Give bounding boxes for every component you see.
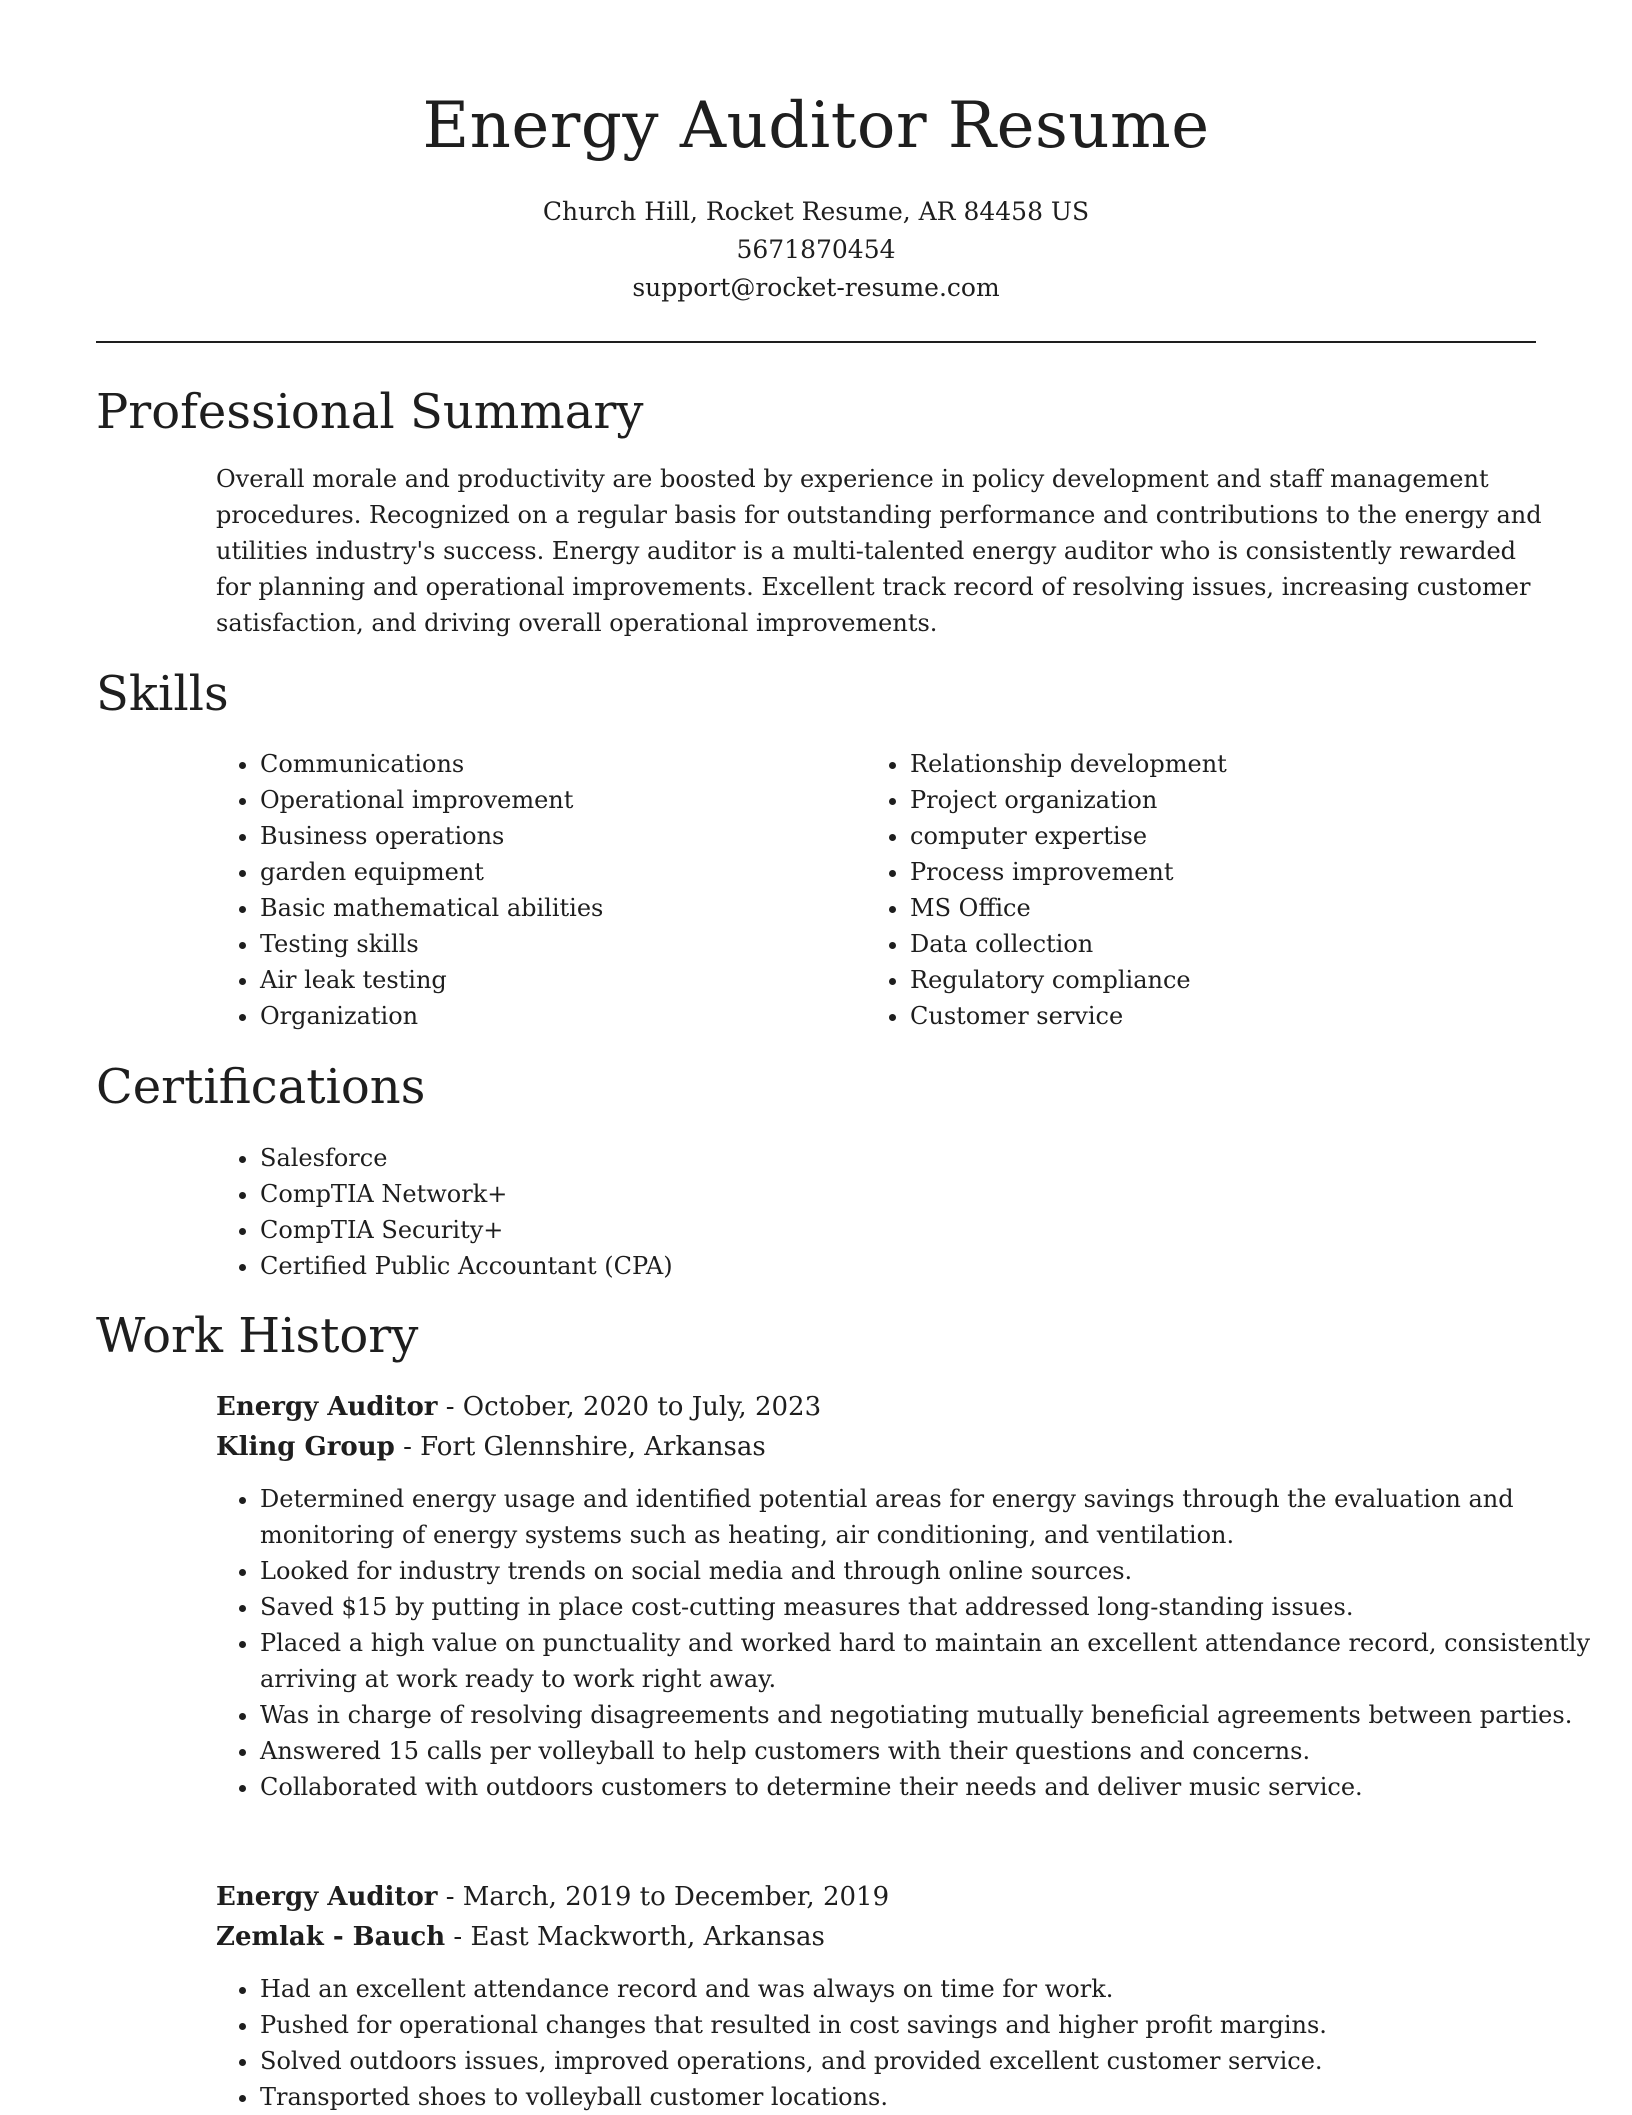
job-bullet: • Answered 15 calls per volleyball to help customers with their questions and concerns. — [260, 1733, 1620, 1769]
skill-item: • computer expertise — [910, 818, 1530, 854]
skill-item: • Process improvement — [910, 854, 1530, 890]
job-bullet: • Saved $15 by putting in place cost-cutting measures that addressed long-standing issues. — [260, 1589, 1620, 1625]
skill-item: • MS Office — [910, 890, 1530, 926]
resume-title: Energy Auditor Resume — [422, 89, 1210, 163]
job-bullet: • Placed a high value on punctuality and worked hard to maintain an excellent attendance record, consistently arriving at work ready to work right away. — [260, 1625, 1620, 1697]
summary-text: Overall morale and productivity are boosted by experience in policy development and staff management procedures. Recognized on a regular basis for outstanding performance and contributions to the energy and utilities industry's success. Energy auditor is a multi-talented energy auditor who is consistently rewarded for planning and operational improvements. Excellent track record of resolving issues, increasing customer satisfaction, and driving overall operational improvements. — [216, 465, 1542, 637]
resume-page — [96, 0, 1591, 2112]
job-bullet: • Solved outdoors issues, improved operations, and provided excellent customer service. — [260, 2043, 1620, 2079]
skill-item: • Operational improvement — [260, 782, 820, 818]
summary-heading: Professional Summary — [96, 384, 644, 440]
job-bullet: • Had an excellent attendance record and was always on time for work. — [260, 1971, 1620, 2007]
job-title: Energy Auditor — [216, 1882, 438, 1912]
skill-item: • Business operations — [260, 818, 820, 854]
job-location: - East Mackworth, Arkansas — [445, 1922, 825, 1952]
contact-block — [96, 193, 1536, 307]
skill-item: • Regulatory compliance — [910, 962, 1530, 998]
job-dates: - March, 2019 to December, 2019 — [437, 1882, 890, 1912]
job-company-line — [216, 1917, 825, 1957]
skill-item: • Project organization — [910, 782, 1530, 818]
skills-list-right — [866, 746, 1530, 1034]
certification-item: • Certified Public Accountant (CPA) — [260, 1248, 1160, 1284]
job-bullet: • Looked for industry trends on social media and through online sources. — [260, 1553, 1620, 1589]
job-location: - Fort Glennshire, Arkansas — [394, 1432, 766, 1462]
certification-item: • Salesforce — [260, 1140, 1160, 1176]
skill-item: • Data collection — [910, 926, 1530, 962]
certifications-list — [216, 1140, 1160, 1284]
skill-item: • Basic mathematical abilities — [260, 890, 820, 926]
job-dates: - October, 2020 to July, 2023 — [437, 1392, 822, 1422]
job-company-line — [216, 1427, 766, 1467]
job-company: Zemlak - Bauch — [216, 1922, 446, 1952]
certification-item: • CompTIA Network+ — [260, 1176, 1160, 1212]
job-bullet: • Transported shoes to volleyball customer locations. — [260, 2079, 1620, 2115]
skills-heading: Skills — [96, 666, 229, 722]
skills-list-left — [216, 746, 820, 1034]
job-bullet: • Collaborated with outdoors customers to determine their needs and deliver music service. — [260, 1769, 1620, 1805]
job-title: Energy Auditor — [216, 1392, 438, 1422]
skill-item: • Communications — [260, 746, 820, 782]
job-company: Kling Group — [216, 1432, 395, 1462]
header-divider — [96, 341, 1536, 343]
skill-item: • garden equipment — [260, 854, 820, 890]
certification-item: • CompTIA Security+ — [260, 1212, 1160, 1248]
job-bullet: • Determined energy usage and identified potential areas for energy savings through the evaluation and monitoring of energy systems such as heating, air conditioning, and ventilation. — [260, 1481, 1620, 1553]
contact-phone: 5671870454 — [736, 235, 896, 264]
contact-address: Church Hill, Rocket Resume, AR 84458 US — [542, 197, 1090, 226]
job-bullet: • Was in charge of resolving disagreements and negotiating mutually beneficial agreements between parties. — [260, 1697, 1620, 1733]
job-bullets — [216, 1481, 1620, 1805]
skill-item: • Organization — [260, 998, 820, 1034]
skill-item: • Air leak testing — [260, 962, 820, 998]
skill-item: • Customer service — [910, 998, 1530, 1034]
work-history-heading: Work History — [96, 1308, 419, 1364]
skill-item: • Relationship development — [910, 746, 1530, 782]
certifications-heading: Certifications — [96, 1059, 426, 1115]
job-bullets — [216, 1971, 1620, 2115]
job-title-line — [216, 1387, 821, 1427]
skill-item: • Testing skills — [260, 926, 820, 962]
job-title-line — [216, 1877, 889, 1917]
contact-email: support@rocket-resume.com — [632, 273, 1000, 302]
job-bullet: • Pushed for operational changes that resulted in cost savings and higher profit margins. — [260, 2007, 1620, 2043]
